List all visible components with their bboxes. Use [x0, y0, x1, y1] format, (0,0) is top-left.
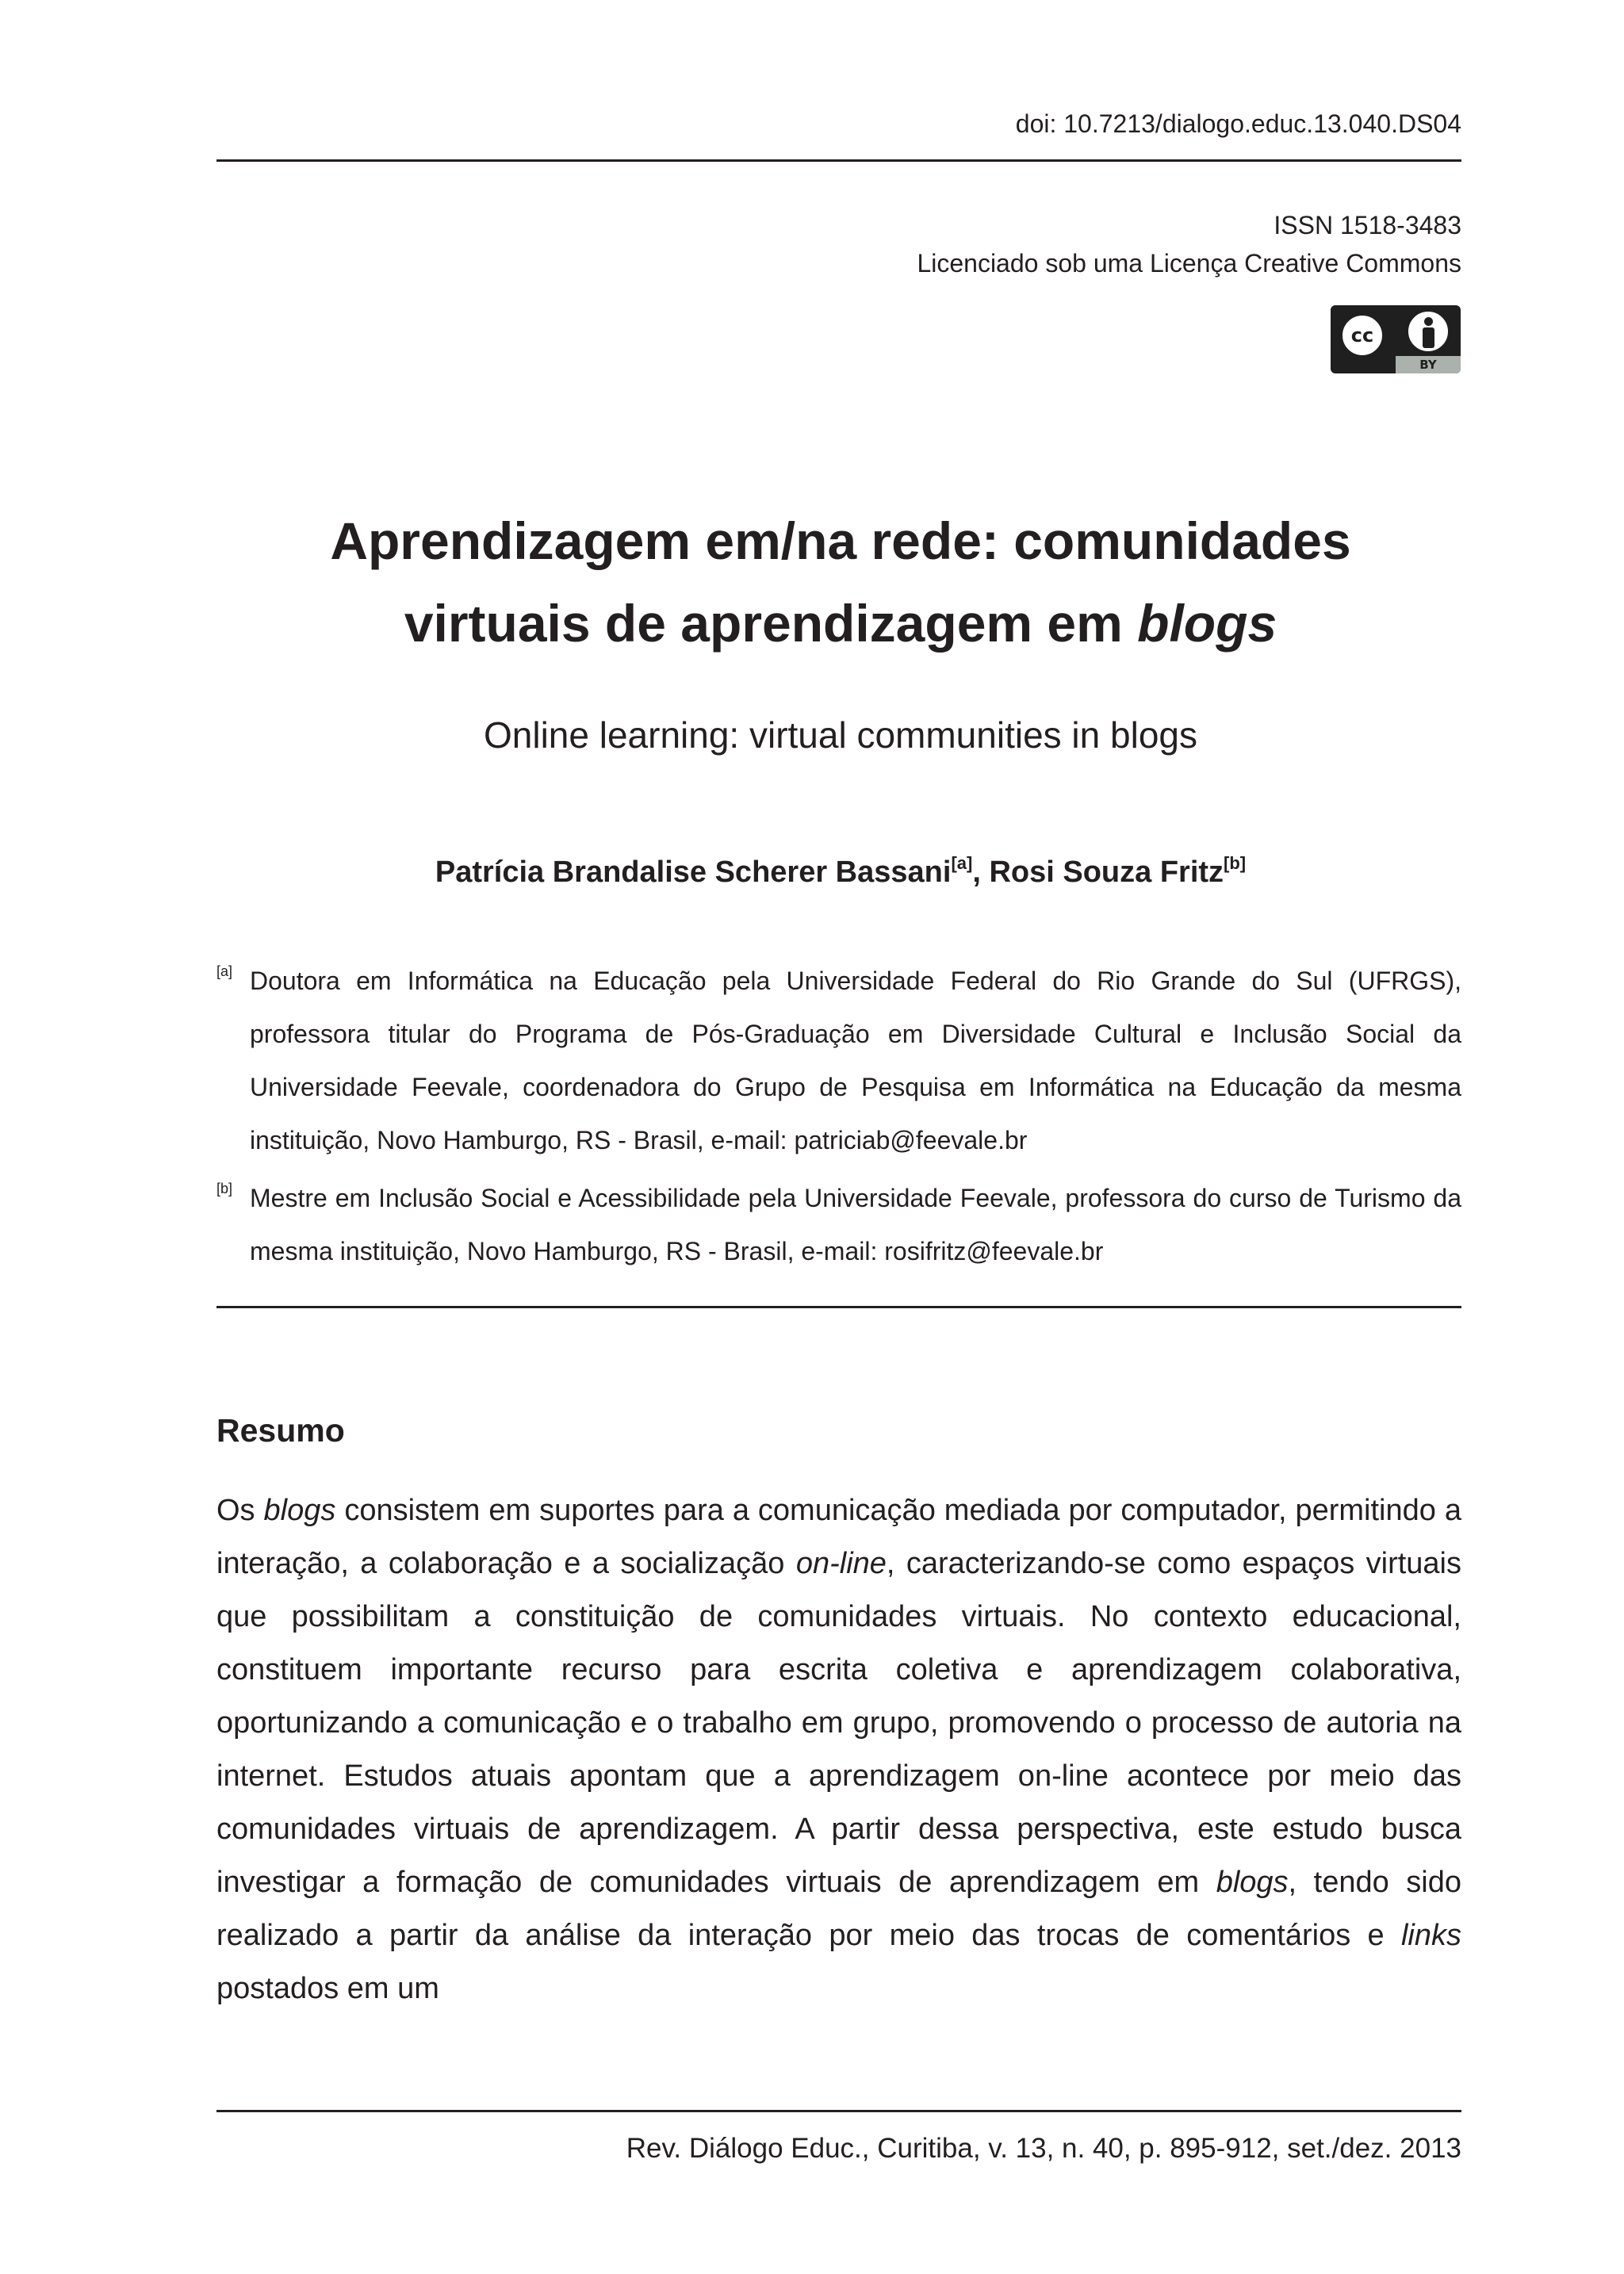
- attribution-person-icon: [1405, 308, 1451, 354]
- header-rule: [216, 159, 1461, 162]
- cc-icon: cc: [1339, 312, 1386, 359]
- affiliations-rule: [216, 1306, 1461, 1308]
- title-line-1: Aprendizagem em/na rede: comunidades: [330, 511, 1351, 570]
- by-label: BY: [1419, 358, 1437, 372]
- abstract-segment-italic: links: [1400, 1919, 1461, 1952]
- abstract-heading: Resumo: [216, 1412, 345, 1449]
- creative-commons-by-icon[interactable]: [1331, 305, 1461, 373]
- title-line-2-italic: blogs: [1137, 594, 1277, 653]
- author-affiliation-mark: [b]: [1224, 853, 1247, 873]
- author-list: [238, 848, 1443, 896]
- affiliation-a: [216, 955, 1461, 1167]
- doi-text[interactable]: doi: 10.7213/dialogo.educ.13.040.DS04: [1015, 109, 1461, 138]
- author-name: Patrícia Brandalise Scherer Bassani: [435, 856, 952, 889]
- issn-text: ISSN 1518-3483: [1274, 211, 1461, 239]
- affiliation-mark: [b]: [216, 1181, 233, 1196]
- abstract-segment: postados em um: [216, 1972, 439, 2005]
- affiliation-text: Doutora em Informática na Educação pela Universidade Federal do Rio Grande do Sul (UFRGS), professora titular do Programa de Pós-Graduação em Diversidade Cultural e Inclusão Social da Universidade Feevale, coordenadora do Grupo de Pesquisa em Informática na Educação da mesma instituição, Novo Hamburgo, RS - Brasil, e-mail: patriciab@feevale.br: [250, 967, 1461, 1154]
- title-line-2: virtuais de aprendizagem em: [404, 594, 1138, 653]
- abstract-segment: , tendo sido realizado a partir da análise da interação por meio das trocas de comentários e: [216, 1866, 1461, 1952]
- author-separator: ,: [972, 856, 990, 889]
- author-name: Rosi Souza Fritz: [989, 856, 1224, 889]
- affiliation-text: Mestre em Inclusão Social e Acessibilidade pela Universidade Feevale, professora do curso de Turismo da mesma instituição, Novo Hamburgo, RS - Brasil, e-mail: rosifritz@feevale.br: [250, 1184, 1461, 1265]
- license-text: Licenciado sob uma Licença Creative Commons: [917, 249, 1461, 278]
- affiliation-mark: [a]: [216, 963, 233, 979]
- footer-citation: Rev. Diálogo Educ., Curitiba, v. 13, n. 40, p. 895-912, set./dez. 2013: [626, 2133, 1461, 2164]
- footer-rule: [216, 2110, 1461, 2112]
- abstract-segment-italic: blogs: [1216, 1866, 1289, 1899]
- affiliation-b: [216, 1172, 1461, 1278]
- abstract-segment-italic: blogs: [263, 1494, 336, 1527]
- abstract-segment-italic: on-line: [795, 1547, 887, 1580]
- author-affiliation-mark: [a]: [951, 853, 973, 873]
- abstract-segment: consistem em suportes para a comunicação mediada por computador, permitindo a interação, a colaboração e a socialização: [216, 1494, 1461, 1580]
- article-subtitle: Online learning: virtual communities in blogs: [484, 714, 1197, 756]
- article-title: [238, 500, 1443, 664]
- abstract-segment: , caracterizando-se como espaços virtuais que possibilitam a constituição de comunidades virtuais. No contexto educacional, constituem importante recurso para escrita coletiva e aprendizagem colaborativa, oportunizando a comunicação e o trabalho em grupo, promovendo o processo de autoria na internet. Estudos atuais apontam que a aprendizagem on-line acontece por meio das comunidades virtuais de aprendizagem. A partir dessa perspectiva, este estudo busca investigar a formação de comunidades virtuais de aprendizagem em: [216, 1547, 1461, 1899]
- abstract-segment: Os: [216, 1494, 264, 1527]
- abstract-body: [216, 1484, 1461, 2016]
